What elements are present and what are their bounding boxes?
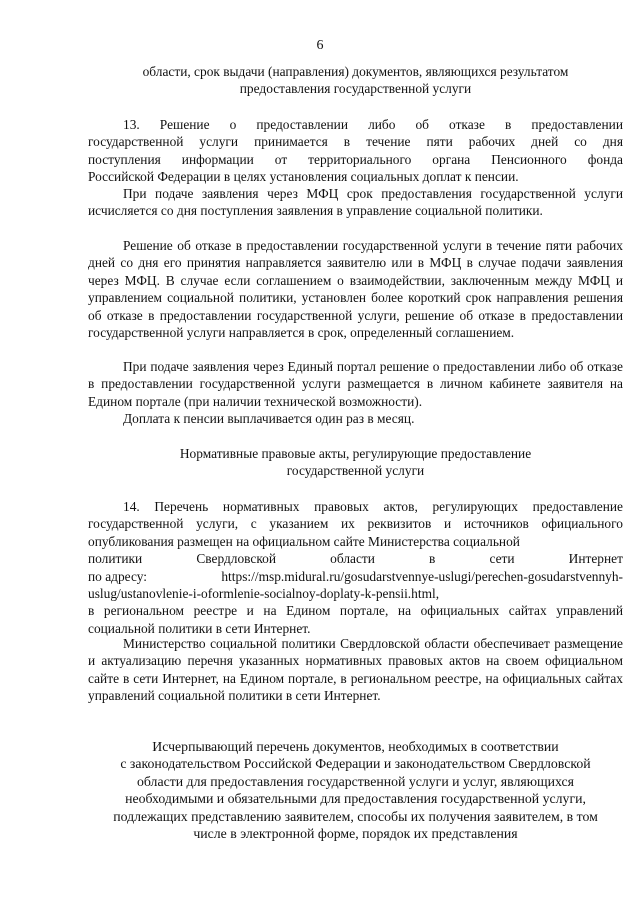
section-title-documents (88, 738, 623, 842)
paragraph-refusal: Решение об отказе в предоставлении государственной услуги в течение пяти рабочих дней со дня его принятия направляется заявителю или в МФЦ в случае подачи заявления через МФЦ. В случае если соглашением о взаимодействии, заключенным между МФЦ и управлением социальной политики, установлен более короткий срок направления решения об отказе в предоставлении государственной услуги, решение об отказе в предоставлении государственной услуги направляется в срок, определенный соглашением. (88, 238, 623, 341)
p14-word: области (330, 551, 375, 567)
section-title-line: Нормативные правовые акты, регулирующие предоставление (179, 446, 532, 461)
paragraph-mfc-term: При подаче заявления через МФЦ срок предоставления государственной услуги исчисляется со дня поступления заявления в управление социальной политики. (88, 186, 623, 219)
p14-word: в (429, 551, 436, 567)
ministry-url-part-2[interactable]: uslug/ustanovlenie-i-oformlenie-socialnoy-doplaty-k-pensii.html, (88, 586, 440, 602)
paragraph-portal: При подаче заявления через Единый портал решение о предоставлении либо об отказе в предоставлении государственной услуги размещается в личном кабинете заявителя на Едином портале (при наличии технической возможности). (88, 359, 623, 409)
p14-word: Свердловской (196, 551, 277, 567)
ministry-url-part-1[interactable]: https://msp.midural.ru/gosudarstvennye-uslugi/perechen-gosudarstvennyh- (221, 568, 623, 584)
section-title-line: подлежащих представлению заявителем, способы их получения заявителем, в том (113, 808, 598, 824)
section-title-acts (88, 445, 623, 480)
section-title-line: необходимыми и обязательными для предоставления государственной услуги, (125, 791, 586, 807)
p14-word: Интернет (568, 551, 623, 567)
page-number: 6 (316, 38, 324, 53)
p14-word: сети (489, 551, 515, 567)
p14-address-line (88, 568, 623, 585)
p14-address-label: по адресу: (88, 568, 147, 584)
section-title-line: государственной услуги (286, 463, 425, 479)
section-title-line: числе в электронной форме, порядок их представления (193, 826, 518, 842)
section-title-continuation (88, 63, 623, 98)
p14-spread-line (88, 550, 623, 567)
paragraph-ministry: Министерство социальной политики Свердловской области обеспечивает размещение и актуализацию перечня указанных нормативных правовых актов на своем официальном сайте в сети Интернет, на Едином портале, в региональном реестре, на официальных сайтах управлений социальной политики в сети Интернет. (88, 636, 623, 704)
p13-line: государственной услуги принимается в течение пяти рабочих дней со дня (88, 134, 623, 150)
p13-line: Российской Федерации в целях установления социальных доплат к пенсии. (88, 169, 519, 185)
p14-word: политики (88, 551, 143, 567)
paragraph-13 (88, 116, 623, 186)
paragraph-14 (88, 498, 623, 637)
p13-line: 13. Решение о предоставлении либо об отказе в предоставлении (123, 117, 623, 132)
p14-tail: в региональном реестре и на Едином портале, на официальных сайтах управлений социальной политики в сети Интернет. (88, 603, 623, 636)
p13-line: поступления информации от территориального органа Пенсионного фонда (88, 151, 623, 167)
section-title-line: области для предоставления государственной услуги и услуг, являющихся (136, 773, 574, 789)
section-title-line: Исчерпывающий перечень документов, необходимых в соответствии (152, 739, 559, 754)
section-title-line: с законодательством Российской Федерации и законодательством Свердловской (120, 756, 591, 772)
section-title-line: области, срок выдачи (направления) документов, являющихся результатом (142, 64, 569, 79)
paragraph-monthly-payment: Доплата к пенсии выплачивается один раз в месяц. (123, 411, 415, 426)
p14-intro: 14. Перечень нормативных правовых актов, регулирующих предоставление государственной услуги, с указанием их реквизитов и источников официального опубликования размещен на официальном сайте Министерства социальной (88, 499, 623, 549)
section-title-line: предоставления государственной услуги (239, 81, 472, 97)
